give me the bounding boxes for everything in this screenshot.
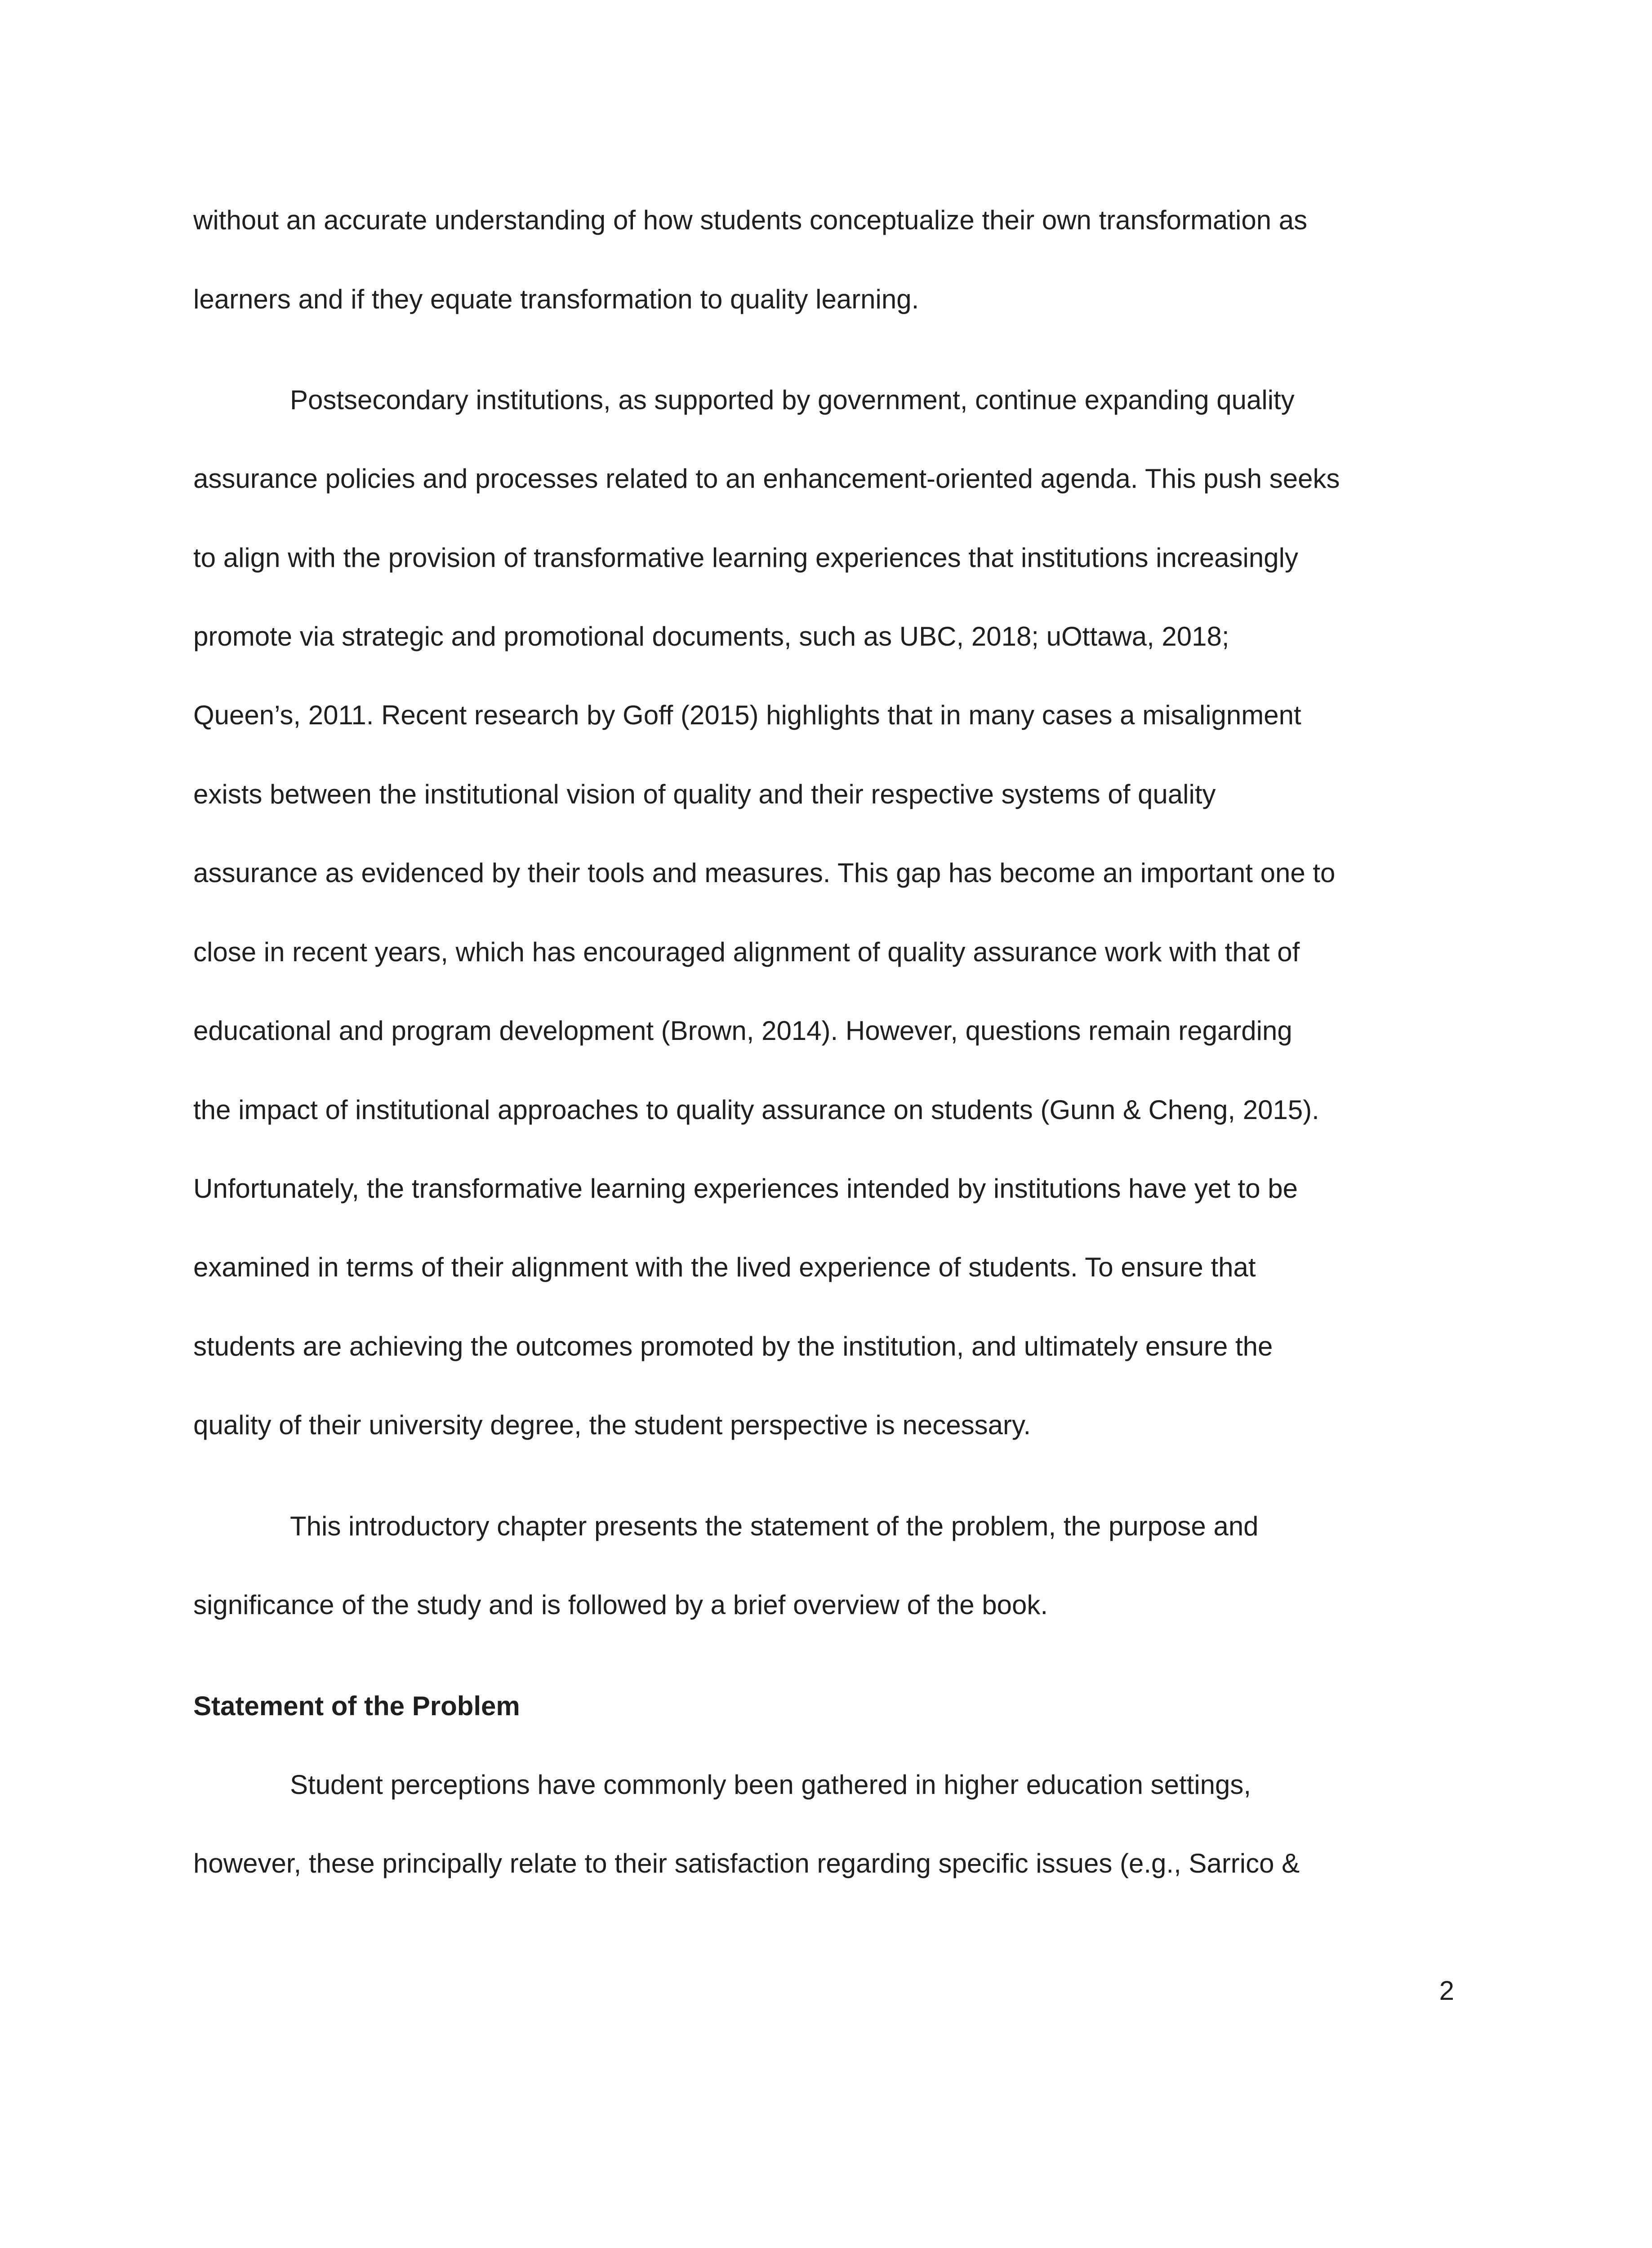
paragraph-2-line-2: assurance policies and processes related to an enhancement-oriented agenda. This push seeks bbox=[193, 464, 1340, 494]
section-paragraph-line-1: Student perceptions have commonly been gathered in higher education settings, bbox=[290, 1770, 1251, 1800]
section-paragraph-line-2: however, these principally relate to their satisfaction regarding specific issues (e.g., Sarrico & bbox=[193, 1848, 1300, 1878]
paragraph-3-line-2: significance of the study and is followed by a brief overview of the book. bbox=[193, 1590, 1048, 1620]
paragraph-2-line-6: exists between the institutional vision of quality and their respective systems of quality bbox=[193, 779, 1216, 809]
paragraph-1-line-1: without an accurate understanding of how students conceptualize their own transformation as bbox=[193, 205, 1308, 235]
paragraph-2-line-13: students are achieving the outcomes promoted by the institution, and ultimately ensure the bbox=[193, 1331, 1273, 1361]
paragraph-2-line-8: close in recent years, which has encouraged alignment of quality assurance work with that of bbox=[193, 937, 1300, 967]
paragraph-1-line-2: learners and if they equate transformation to quality learning. bbox=[193, 284, 919, 314]
paragraph-2-line-12: examined in terms of their alignment with the lived experience of students. To ensure that bbox=[193, 1252, 1256, 1282]
page-number: 2 bbox=[1439, 1976, 1454, 2006]
paragraph-2-line-4: promote via strategic and promotional documents, such as UBC, 2018; uOttawa, 2018; bbox=[193, 621, 1229, 651]
paragraph-2-line-10: the impact of institutional approaches to quality assurance on students (Gunn & Cheng, 2015). bbox=[193, 1095, 1319, 1125]
paragraph-2-line-5: Queen’s, 2011. Recent research by Goff (2015) highlights that in many cases a misalignment bbox=[193, 700, 1301, 730]
paragraph-2-line-14: quality of their university degree, the student perspective is necessary. bbox=[193, 1410, 1031, 1440]
paragraph-2-line-11: Unfortunately, the transformative learning experiences intended by institutions have yet to be bbox=[193, 1173, 1298, 1204]
paragraph-2-line-9: educational and program development (Brown, 2014). However, questions remain regarding bbox=[193, 1016, 1292, 1046]
paragraph-2-line-7: assurance as evidenced by their tools and measures. This gap has become an important one to bbox=[193, 858, 1336, 888]
paragraph-2-line-3: to align with the provision of transformative learning experiences that institutions increasingly bbox=[193, 543, 1298, 573]
section-heading: Statement of the Problem bbox=[193, 1691, 520, 1721]
paragraph-2-line-1: Postsecondary institutions, as supported by government, continue expanding quality bbox=[290, 385, 1295, 415]
paragraph-3-line-1: This introductory chapter presents the statement of the problem, the purpose and bbox=[290, 1511, 1259, 1541]
